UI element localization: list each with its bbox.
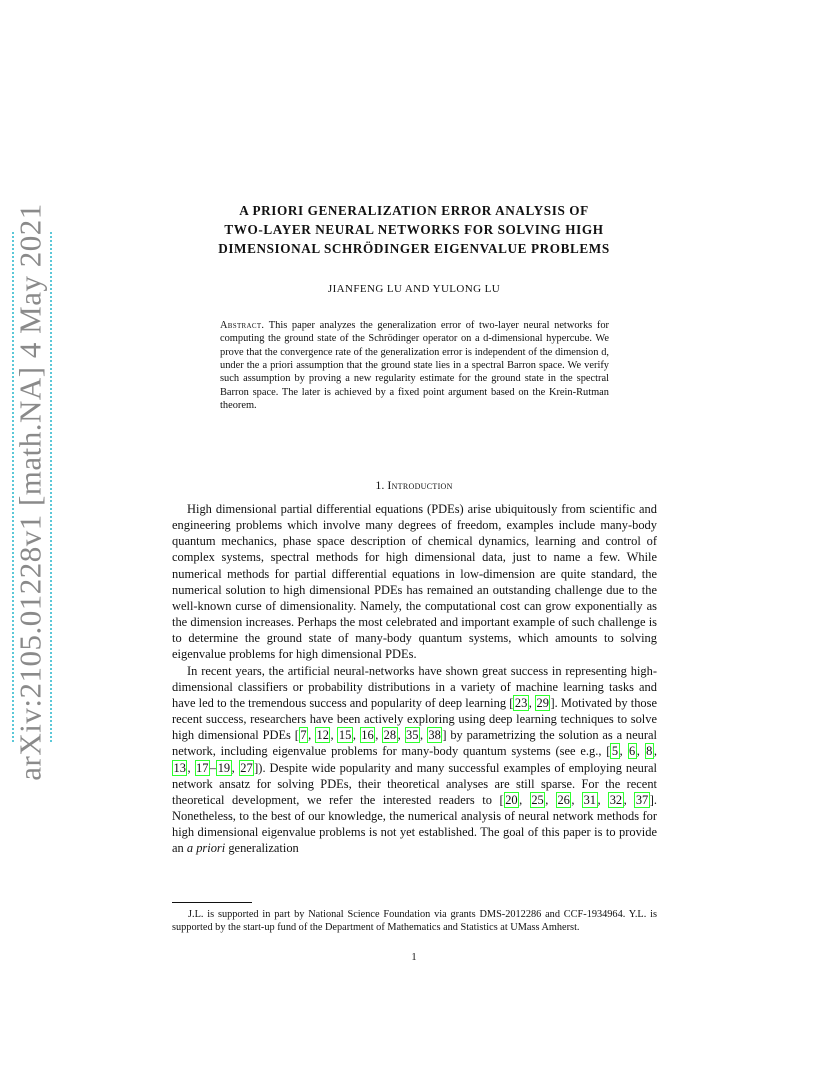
separator: , (231, 760, 239, 775)
separator: , (619, 744, 628, 759)
body-text (172, 501, 657, 856)
text-run: ]). Despite wide popularity and many successful examples of employing neural network ansatz for solving PDEs, their theoretical analyses are still sparse. For the recent theoretical development, we refer the interested readers to [ (172, 760, 657, 807)
section-heading (150, 478, 678, 493)
separator: , (571, 792, 583, 807)
separator: , (623, 792, 635, 807)
citation-link[interactable]: 13 (173, 760, 186, 775)
citation-link[interactable]: 12 (316, 728, 329, 743)
separator: , (375, 728, 383, 743)
abstract-text: This paper analyzes the generalization error of two-layer neural networks for computing the ground state of the Schrödinger operator on a d-dimensional hypercube. We prove that the convergence rate of the generalization error is independent of the dimension d, under the a priori assumption that the ground state lies in a spectral Barron space. We verify such assumption by proving a new regularity estimate for the ground state in the spectral Barron space. The later is achieved by a fixed point argument based on the Krein-Rutman theorem. (220, 320, 609, 412)
separator: , (636, 744, 645, 759)
separator: , (330, 728, 338, 743)
abstract (220, 319, 609, 412)
text-run: , (528, 695, 536, 710)
paragraph-1: High dimensional partial differential equations (PDEs) arise ubiquitously from scientific and engineering problems which involve many degrees of freedom, examples include many-body quantum mechanics, phase space description of chemical dynamics, learning and control of complex systems, spectral methods for high dimensional data, just to name a few. While numerical methods for partial differential equations in low-dimension are quite standard, the numerical solution to high dimensional PDEs has remained an outstanding challenge due to the well-known curse of dimensionality. Namely, the computational cost can grow exponentially as the dimension increases. Perhaps the most celebrated and important example of such challenge is to determine the ground state of many-body quantum systems, which amounts to solving eigenvalue problems for high dimensional PDEs. (172, 502, 657, 662)
separator: , (545, 792, 556, 807)
authors: JIANFENG LU AND YULONG LU (327, 283, 501, 295)
citation-link[interactable]: 7 (300, 728, 307, 743)
citation-link[interactable]: 31 (583, 792, 596, 807)
citation-link[interactable]: 16 (361, 728, 374, 743)
separator: , (519, 792, 530, 807)
abstract-label: Abstract. (220, 320, 265, 331)
citation-link[interactable]: 38 (428, 728, 441, 743)
separator: , (352, 728, 360, 743)
text-run: ] by parametrizing the solution as a neural network, including eigenvalue problems for many-body quantum systems (see e.g., [ (172, 728, 658, 759)
footnote: J.L. is supported in part by National Science Foundation via grants DMS-2012286 and CCF-1934964. Y.L. is supported by the start-up fund of the Department of Mathematics and Statistics at UMass Amherst. (172, 909, 657, 934)
arxiv-stamp[interactable] (10, 203, 52, 781)
citation-link[interactable]: 17 (196, 760, 209, 775)
text-run: generalization (225, 841, 299, 856)
citation-link[interactable]: 8 (646, 744, 653, 759)
citation-link[interactable]: 32 (609, 792, 623, 807)
title-line-1: A PRIORI GENERALIZATION ERROR ANALYSIS OF (239, 203, 589, 218)
footnote-rule (172, 902, 252, 903)
section-title: Introduction (387, 478, 453, 492)
citation-link[interactable]: 29 (536, 695, 549, 710)
citation-link[interactable]: 37 (635, 792, 649, 807)
separator: , (597, 792, 609, 807)
citation-link[interactable]: 28 (383, 728, 397, 743)
range-dash: – (209, 760, 217, 775)
title-line-2: TWO-LAYER NEURAL NETWORKS FOR SOLVING HIGH (224, 222, 604, 237)
title-line-3: DIMENSIONAL SCHRÖDINGER EIGENVALUE PROBLEMS (218, 241, 610, 256)
section-number: 1. (375, 478, 385, 492)
page-number: 1 (411, 952, 417, 963)
paragraph-2 (172, 663, 657, 857)
separator: , (419, 728, 427, 743)
text-run: ]. Motivated by those recent success, researchers have been actively exploring using deep learning techniques to solve high dimensional PDEs [ (172, 695, 657, 743)
separator: , (653, 744, 657, 759)
text-run: In recent years, the artificial neural-networks have shown great success in representing high-dimensional classifiers or probability distributions in a variety of machine learning tasks and have led to the tremendous success and popularity of deep learning [ (172, 663, 657, 710)
citation-link[interactable]: 19 (217, 760, 231, 775)
separator: , (187, 760, 195, 775)
citation-link[interactable]: 26 (557, 792, 570, 807)
separator: , (308, 728, 316, 743)
citation-link[interactable]: 27 (240, 760, 253, 775)
citation-link[interactable]: 35 (406, 728, 419, 743)
paper-title (150, 201, 678, 258)
separator: , (397, 728, 405, 743)
citation-link[interactable]: 23 (514, 695, 528, 710)
arxiv-stamp-text: arXiv:2105.01228v1 [math.NA] 4 May 2021 (13, 203, 48, 781)
citation-link[interactable]: 6 (629, 744, 636, 759)
citation-link[interactable]: 5 (611, 744, 619, 759)
citation-link[interactable]: 15 (338, 728, 352, 743)
citation-link[interactable]: 20 (505, 792, 518, 807)
citation-link[interactable]: 25 (531, 792, 544, 807)
emphasis: a priori (186, 841, 226, 856)
text-run: ]. Nonetheless, to the best of our knowledge, the numerical analysis of neural network methods for high dimensional eigenvalue problems is not yet established. The goal of this paper is to provide an (172, 792, 658, 856)
